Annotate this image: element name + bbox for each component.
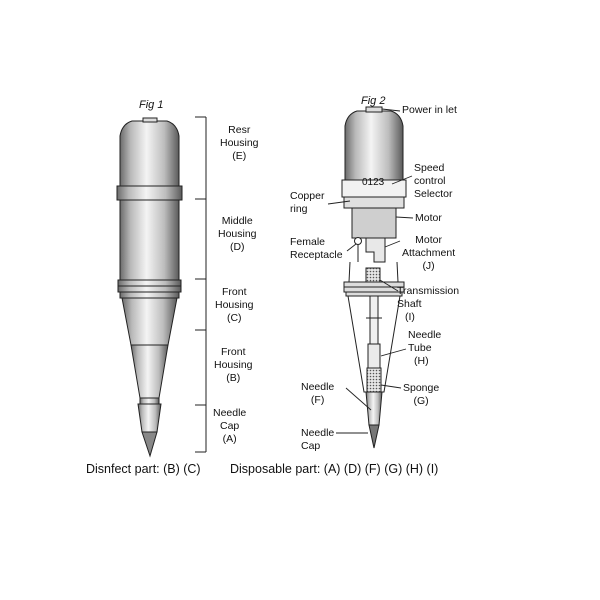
label-needle-cap-a: Needle Cap (A)	[213, 407, 247, 445]
middle-housing-shape	[120, 200, 179, 280]
fig1-pen	[117, 118, 182, 456]
needle-tube-shape	[368, 344, 380, 368]
needle-tip	[369, 425, 379, 448]
power-inlet-cap	[366, 107, 382, 112]
front-housing-b-shape	[131, 345, 168, 398]
label-speed-selector: Speed control Selector	[414, 162, 453, 200]
front-housing-c-shape	[122, 298, 177, 345]
label-female-receptacle: Female Receptacle	[290, 236, 343, 261]
fig2-ring-1	[344, 282, 404, 287]
grip-band	[140, 398, 159, 404]
label-rear-housing: Resr Housing (E)	[220, 124, 259, 162]
sponge-shape	[367, 368, 381, 392]
disposable-parts-text: Disposable part: (A) (D) (F) (G) (H) (I)	[230, 462, 439, 476]
label-front-housing-c: Front Housing (C)	[215, 286, 254, 324]
rear-cap-top	[143, 118, 157, 122]
needle-tip-a	[142, 432, 157, 456]
ring-3	[120, 292, 179, 298]
label-motor-attachment: Motor Attachment (J)	[402, 234, 456, 272]
upper-body	[344, 197, 404, 208]
speed-value: 0123	[362, 177, 385, 188]
fig2-title: Fig 2	[361, 95, 386, 107]
disinfect-parts-text: Disnfect part: (B) (C)	[86, 462, 201, 476]
fig1-title: Fig 1	[139, 99, 164, 111]
motor-shape	[352, 208, 396, 238]
rear-shell-shape	[345, 111, 403, 180]
female-receptacle-pin	[355, 238, 362, 245]
label-needle-cap-2: Needle Cap	[301, 427, 335, 452]
motor-attachment-shape	[366, 238, 385, 262]
fig1-bracket	[195, 117, 206, 452]
rear-cap-shape	[120, 121, 179, 186]
label-needle-tube: Needle Tube (H)	[408, 329, 442, 367]
fig2-ring-3	[346, 292, 402, 296]
rear-band	[117, 186, 182, 200]
label-motor: Motor	[415, 212, 442, 224]
label-needle: Needle (F)	[301, 381, 335, 406]
needle-cap-a-shape	[138, 404, 161, 432]
label-transmission-shaft: Transmission Shaft (I)	[397, 285, 460, 323]
label-middle-housing: Middle Housing (D)	[218, 215, 257, 253]
label-power-inlet: Power in let	[402, 104, 457, 116]
needle-cap-shape	[366, 392, 382, 425]
fig2-pen	[342, 107, 406, 448]
ring-1	[118, 280, 181, 286]
ring-2	[118, 286, 181, 292]
label-front-housing-b: Front Housing (B)	[214, 346, 253, 384]
label-sponge: Sponge (G)	[403, 382, 440, 407]
label-copper-ring: Copper ring	[290, 190, 325, 215]
